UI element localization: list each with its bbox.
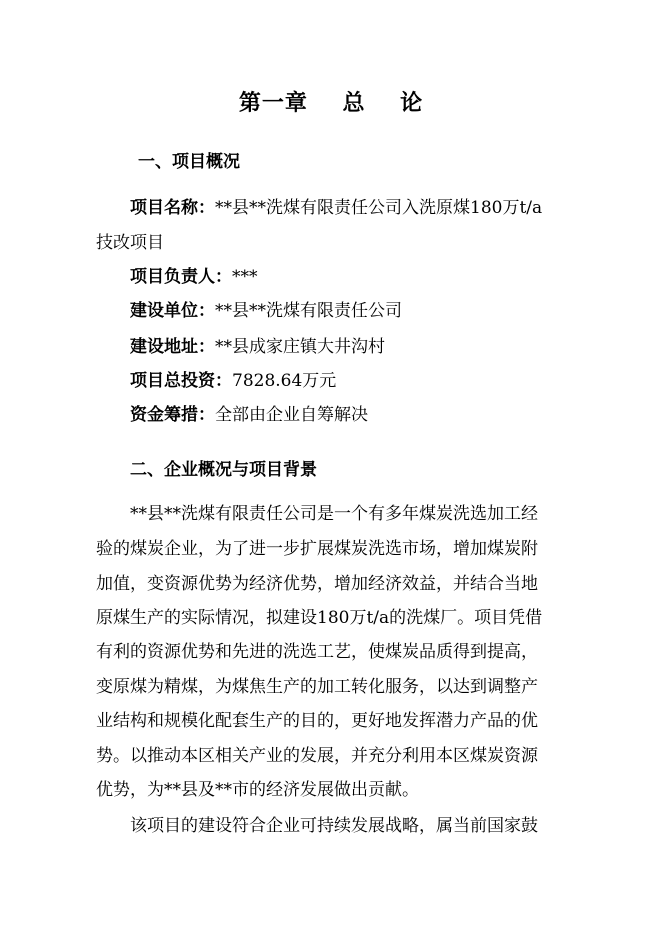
paragraph-line: 验的煤炭企业，为了进一步扩展煤炭洗选市场，增加煤炭附 — [96, 539, 538, 559]
paragraph-line: 有利的资源优势和先进的洗选工艺，使煤炭品质得到提高， — [96, 642, 538, 662]
paragraph-line: 变原煤为精煤，为煤焦生产的加工转化服务，以达到调整产 — [96, 677, 538, 697]
info-label: 建设单位： — [130, 301, 215, 321]
info-construction-address — [130, 336, 385, 358]
paragraph-line: 该项目的建设符合企业可持续发展战略，属当前国家鼓 — [130, 816, 538, 836]
info-project-leader — [130, 266, 258, 288]
info-value: 7828.64万元 — [232, 371, 337, 391]
info-total-investment — [130, 370, 336, 392]
paragraph-line: 业结构和规模化配套生产的目的，更好地发挥潜力产品的优 — [96, 711, 538, 731]
paragraph-line: **县**洗煤有限责任公司是一个有多年煤炭洗选加工经 — [130, 504, 538, 524]
info-funding — [130, 404, 368, 426]
info-label: 项目负责人： — [130, 267, 232, 287]
info-label: 建设地址： — [130, 337, 215, 357]
section-heading-overview: 一、项目概况 — [138, 152, 240, 172]
paragraph-line: 原煤生产的实际情况，拟建设180万t/a的洗煤厂。项目凭借 — [96, 608, 543, 628]
info-label: 资金筹措： — [130, 405, 215, 425]
info-value: **县成家庄镇大井沟村 — [215, 337, 385, 357]
info-label: 项目名称： — [130, 198, 215, 218]
info-value: 全部由企业自筹解决 — [215, 405, 368, 425]
chapter-title: 第一章 总 论 — [238, 90, 424, 116]
paragraph-line: 优势，为**县及**市的经济发展做出贡献。 — [96, 780, 419, 800]
info-construction-unit — [130, 300, 402, 322]
section-heading-background: 二、企业概况与项目背景 — [130, 460, 317, 480]
paragraph-line: 加值，变资源优势为经济优势，增加经济效益，并结合当地 — [96, 574, 538, 594]
info-value: **县**洗煤有限责任公司 — [215, 301, 402, 321]
info-value: *** — [232, 267, 258, 287]
info-project-name — [130, 197, 542, 219]
info-value: **县**洗煤有限责任公司入洗原煤180万t/a — [215, 198, 543, 218]
info-label: 项目总投资： — [130, 371, 232, 391]
paragraph-line: 势。以推动本区相关产业的发展，并充分利用本区煤炭资源 — [96, 746, 538, 766]
info-project-name-continuation: 技改项目 — [96, 233, 164, 253]
